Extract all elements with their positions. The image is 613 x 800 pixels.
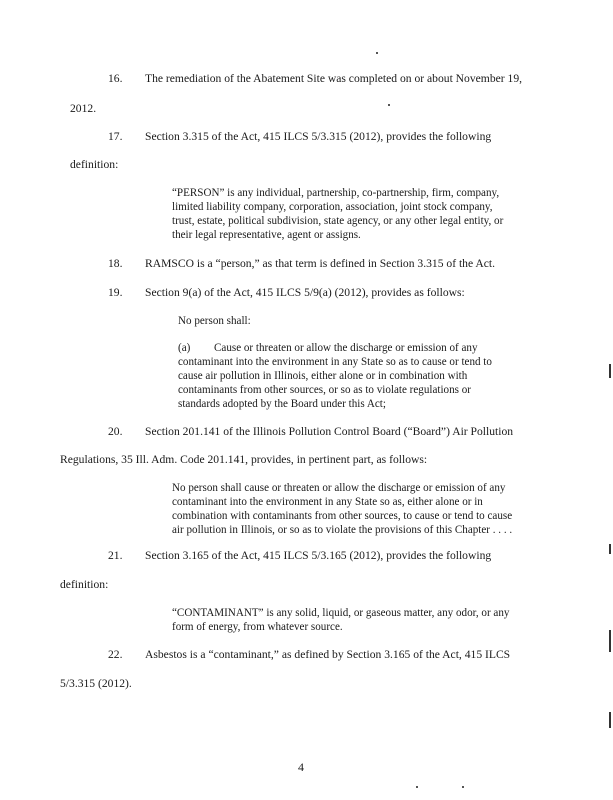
paragraph-text: The remediation of the Abatement Site was completed on or about November 19,: [145, 72, 523, 85]
paragraph-text: Section 3.165 of the Act, 415 ILCS 5/3.165 (2012), provides the following: [145, 549, 492, 562]
block-quote-line: contaminant into the environment in any State so as, either alone or in: [172, 496, 483, 508]
block-quote-item-label: (a): [178, 342, 191, 354]
paragraph-number: 16.: [108, 72, 123, 85]
paragraph-text: Regulations, 35 Ill. Adm. Code 201.141, provides, in pertinent part, as follows:: [60, 453, 428, 466]
block-quote-intro: No person shall:: [178, 315, 251, 327]
scan-artifact: [376, 52, 378, 54]
paragraph-number: 19.: [108, 286, 123, 299]
scan-artifact: [609, 630, 611, 652]
paragraph-text: Section 201.141 of the Illinois Pollution Control Board (“Board”) Air Pollution: [145, 425, 514, 438]
paragraph-text: 5/3.315 (2012).: [60, 677, 132, 690]
scan-artifact: [416, 786, 418, 788]
paragraph-number: 17.: [108, 130, 123, 143]
block-quote-line: trust, estate, political subdivision, state agency, or any other legal entity, or: [172, 215, 504, 227]
block-quote-line: contaminant into the environment in any State so as to cause or tend to: [178, 356, 492, 368]
paragraph-text: Section 9(a) of the Act, 415 ILCS 5/9(a) (2012), provides as follows:: [145, 286, 465, 299]
page-number: 4: [298, 760, 304, 774]
scan-artifact: [462, 786, 464, 788]
scan-artifact: [609, 544, 611, 554]
paragraph-number: 22.: [108, 648, 123, 661]
block-quote-line: standards adopted by the Board under this Act;: [178, 398, 386, 410]
paragraph-text: Asbestos is a “contaminant,” as defined by Section 3.165 of the Act, 415 ILCS: [145, 648, 511, 661]
block-quote-line: No person shall cause or threaten or allow the discharge or emission of any: [172, 482, 506, 494]
paragraph-text: RAMSCO is a “person,” as that term is defined in Section 3.315 of the Act.: [145, 257, 496, 270]
paragraph-text: 2012.: [70, 102, 97, 115]
paragraph-text: definition:: [60, 578, 109, 591]
paragraph-number: 18.: [108, 257, 123, 270]
block-quote-line: limited liability company, corporation, association, joint stock company,: [172, 201, 493, 213]
scan-artifact: [609, 712, 611, 728]
block-quote-line: air pollution in Illinois, or so as to violate the provisions of this Chapter . . . .: [172, 524, 513, 536]
block-quote-line: “CONTAMINANT” is any solid, liquid, or gaseous matter, any odor, or any: [172, 607, 510, 619]
block-quote-line: cause air pollution in Illinois, either alone or in combination with: [178, 370, 468, 382]
block-quote-line: Cause or threaten or allow the discharge or emission of any: [214, 342, 478, 354]
paragraph-number: 21.: [108, 549, 123, 562]
paragraph-text: definition:: [70, 158, 119, 171]
block-quote-line: “PERSON” is any individual, partnership, co-partnership, firm, company,: [172, 187, 500, 199]
paragraph-number: 20.: [108, 425, 123, 438]
block-quote-line: combination with contaminants from other sources, to cause or tend to cause: [172, 510, 513, 522]
scan-artifact: [609, 364, 611, 378]
paragraph-text: Section 3.315 of the Act, 415 ILCS 5/3.315 (2012), provides the following: [145, 130, 492, 143]
scan-artifact: [388, 104, 390, 106]
block-quote-line: contaminants from other sources, or so as to violate regulations or: [178, 384, 471, 396]
block-quote-line: their legal representative, agent or assigns.: [172, 229, 361, 241]
block-quote-line: form of energy, from whatever source.: [172, 621, 343, 633]
